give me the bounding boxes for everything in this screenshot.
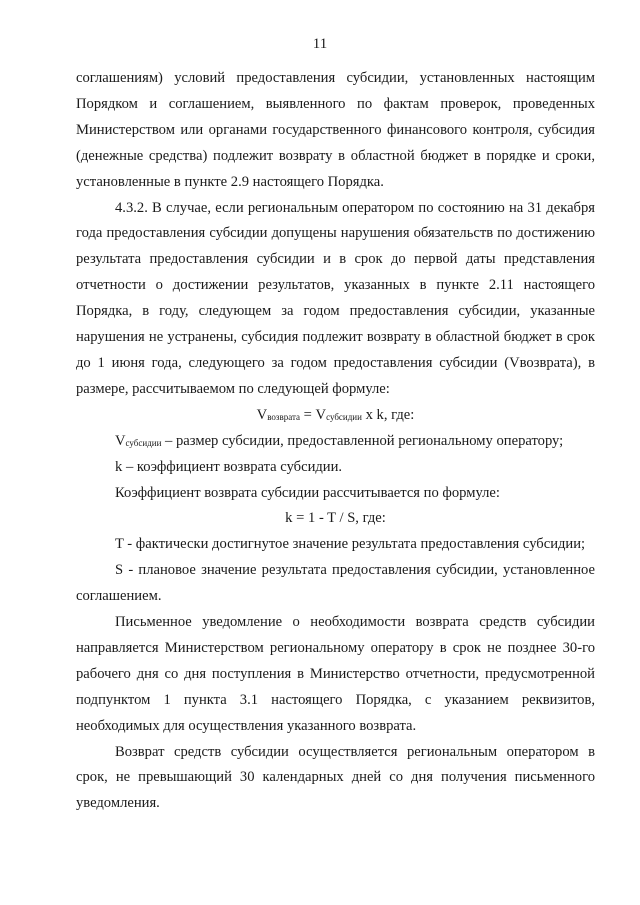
definition-v-subsidy: [76, 429, 595, 455]
coefficient-intro: Коэффициент возврата субсидии рассчитывается по формуле:: [115, 484, 500, 501]
def-v-text: – размер субсидии, предоставленной региональному оператору;: [161, 432, 564, 449]
def-v-sub: субсидии: [125, 437, 162, 448]
formula-lhs-sub: возврата: [267, 411, 300, 422]
formula-lhs: V: [256, 406, 268, 423]
formula-k: k = 1 - T / S, где:: [285, 510, 386, 527]
formula-v-refund: [76, 403, 595, 429]
definition-s: S - плановое значение результата предоставления субсидии, установленное соглашением.: [76, 562, 595, 605]
definition-k: k – коэффициент возврата субсидии.: [115, 458, 343, 475]
page-number: 11: [312, 36, 328, 52]
definition-t: T - фактически достигнутое значение результата предоставления субсидии;: [115, 536, 586, 553]
paragraph-refund: Возврат средств субсидии осуществляется региональным оператором в срок, не превышающий 30 календарных дней со дня получения письменного уведомления.: [76, 743, 595, 812]
paragraph-continuation: соглашениям) условий предоставления субсидии, установленных настоящим Порядком и соглашением, выявленного по фактам проверок, проведенных Министерством или органами государственного финансового контроля, субсидия (денежные средства) подлежит возврату в областной бюджет в порядке и сроки, установленные в пункте 2.9 настоящего Порядка.: [76, 70, 595, 190]
paragraph-written-notice: Письменное уведомление о необходимости возврата средств субсидии направляется Министерством региональному оператору в срок не позднее 30-го рабочего дня со дня поступления в Министерство отчетности, предусмотренной подпунктом 1 пункта 3.1 настоящего Порядка, с указанием реквизитов, необходимых для осуществления указанного возврата.: [76, 614, 595, 734]
formula-rhs-sub: субсидии: [326, 411, 362, 422]
formula-rhs: V: [315, 406, 327, 423]
document-body: [76, 66, 595, 817]
paragraph-clause-4-3-2: 4.3.2. В случае, если региональным оператором по состоянию на 31 декабря года предоставления субсидии допущены нарушения обязательств по достижению результата предоставления субсидии и в срок до первой даты представления отчетности о достижении результатов, указанных в пункте 2.11 настоящего Порядка, в году, следующем за годом предоставления субсидии, указанные нарушения не устранены, субсидия подлежит возврату в областной бюджет в срок до 1 июня года, следующего за годом предоставления субсидии (Vвозврата), в размере, рассчитываемом по следующей формуле:: [76, 199, 595, 397]
def-v-symbol: V: [115, 432, 126, 449]
formula-tail: x k, где:: [361, 406, 415, 423]
formula-eq: =: [300, 406, 316, 423]
